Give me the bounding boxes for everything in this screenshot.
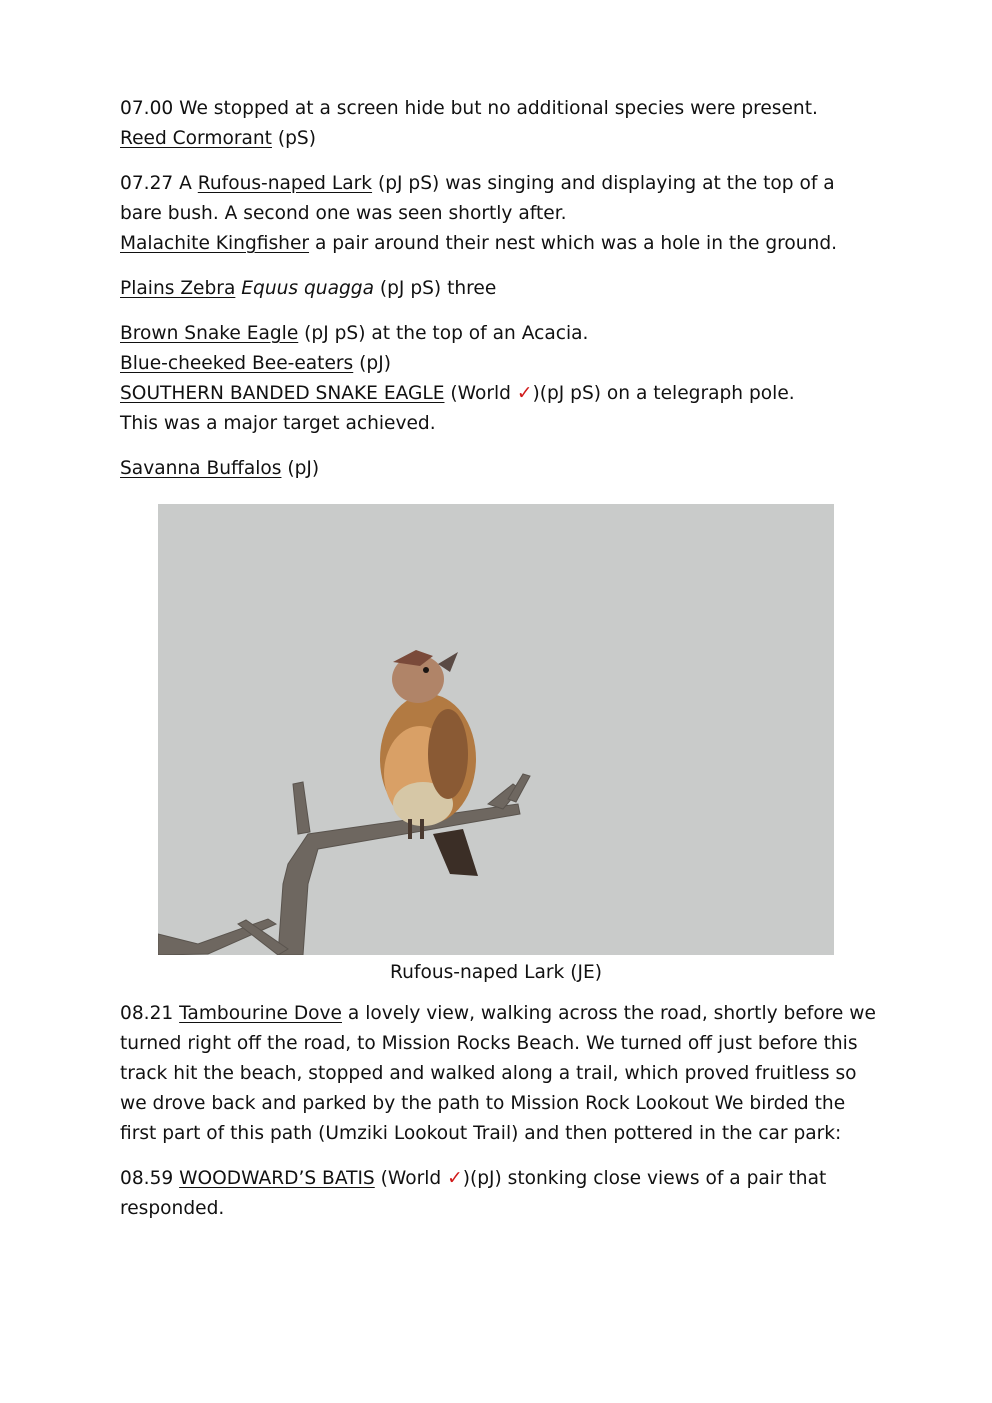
sky-background: [158, 504, 834, 955]
species-plains-zebra: Plains Zebra: [120, 278, 236, 299]
entry-line: Savanna Buffalos (pJ): [120, 458, 320, 479]
species-woodwards-batis: WOODWARD’S BATIS: [179, 1168, 375, 1189]
species-blue-cheeked-bee-eaters: Blue-cheeked Bee-eaters: [120, 353, 354, 374]
entry-line: 08.21 Tambourine Dove a lovely view, walking across the road, shortly before we turned right off the road, to Mission Rocks Beach. We turned off just before this track hit the beach, stopped and walked along a trail, which proved fruitless so we drove back and parked by the path to Mission Rock Lookout We birded the first part of this path (Umziki Lookout Trail) and then pottered in the car park:: [120, 1003, 876, 1144]
entry-line: Reed Cormorant (pS): [120, 128, 316, 149]
entry-line: 07.27 A Rufous-naped Lark (pJ pS) was singing and displaying at the top of a bare bush. A second one was seen shortly after.: [120, 173, 835, 224]
checkmark-icon: ✓: [447, 1168, 463, 1189]
entry-0821: [120, 999, 880, 1149]
entry-0700: [120, 94, 880, 154]
entry-line: SOUTHERN BANDED SNAKE EAGLE (World ✓)(pJ pS) on a telegraph pole.: [120, 383, 795, 404]
checkmark-icon: ✓: [516, 383, 533, 404]
entry-line: Brown Snake Eagle (pJ pS) at the top of an Acacia.: [120, 323, 589, 344]
photo-figure: [158, 504, 834, 988]
entry-line: Malachite Kingfisher a pair around their nest which was a hole in the ground.: [120, 233, 838, 254]
entry-line: Blue-cheeked Bee-eaters (pJ): [120, 353, 391, 374]
entry-line: This was a major target achieved.: [120, 413, 436, 434]
species-reed-cormorant: Reed Cormorant: [120, 128, 272, 149]
species-malachite-kingfisher: Malachite Kingfisher: [120, 233, 310, 254]
species-rufous-naped-lark: Rufous-naped Lark: [197, 173, 373, 194]
rufous-naped-lark-photo: [158, 504, 834, 955]
entry-0859: [120, 1164, 880, 1224]
entry-savanna-buffalos: [120, 454, 880, 484]
photo-caption: Rufous-naped Lark (JE): [390, 962, 602, 983]
entry-0727: [120, 169, 880, 259]
document-page: [120, 94, 880, 1239]
species-brown-snake-eagle: Brown Snake Eagle: [120, 323, 299, 344]
entry-line: 08.59 WOODWARD’S BATIS (World ✓)(pJ) stonking close views of a pair that responded.: [120, 1168, 827, 1219]
entry-eagles: [120, 319, 880, 439]
entry-line: Plains Zebra Equus quagga (pJ pS) three: [120, 278, 497, 299]
species-southern-banded-snake-eagle: SOUTHERN BANDED SNAKE EAGLE: [120, 383, 445, 404]
species-tambourine-dove: Tambourine Dove: [179, 1003, 342, 1024]
entry-line: 07.00 We stopped at a screen hide but no additional species were present.: [120, 98, 818, 119]
latin-name: Equus quagga: [241, 278, 374, 299]
species-savanna-buffalos: Savanna Buffalos: [120, 458, 282, 479]
entry-plains-zebra: [120, 274, 880, 304]
time: 07.00: [120, 98, 174, 119]
